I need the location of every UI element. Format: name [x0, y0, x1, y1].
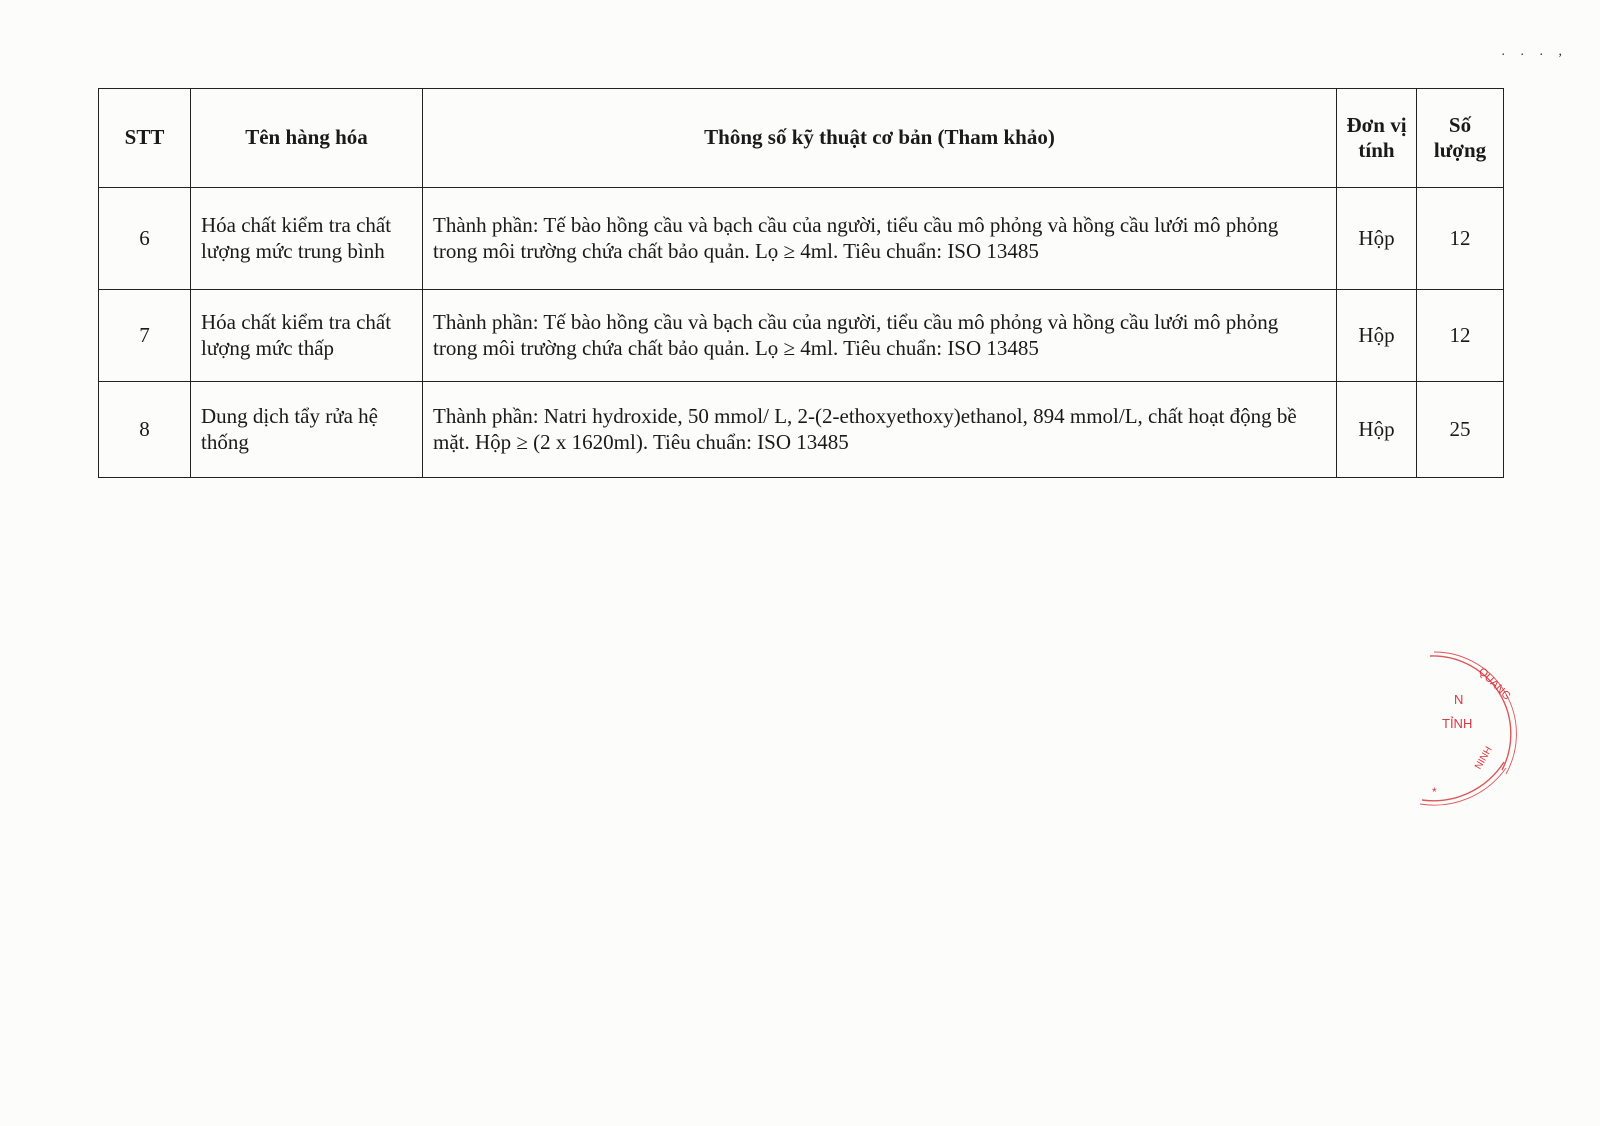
cell-unit: Hộp — [1337, 188, 1417, 290]
seal-star: * — [1432, 785, 1437, 799]
seal-text-mid1: N — [1454, 692, 1464, 707]
specification-table — [98, 88, 1504, 478]
header-unit: Đơn vị tính — [1337, 89, 1417, 188]
header-product-name: Tên hàng hóa — [191, 89, 423, 188]
cell-product-name: Hóa chất kiểm tra chất lượng mức thấp — [191, 290, 423, 382]
cell-quantity: 25 — [1417, 382, 1504, 478]
corner-marks: . . . , — [1501, 44, 1568, 59]
cell-product-name: Dung dịch tẩy rửa hệ thống — [191, 382, 423, 478]
red-stamp-seal — [1420, 650, 1550, 810]
table-row — [99, 290, 1504, 382]
cell-unit: Hộp — [1337, 382, 1417, 478]
seal-text-side: NINH — [1473, 744, 1495, 772]
cell-stt: 6 — [99, 188, 191, 290]
seal-text-top: QUANG — [1475, 665, 1513, 703]
cell-specification: Thành phần: Tế bào hồng cầu và bạch cầu của người, tiểu cầu mô phỏng và hồng cầu lưới mô phỏng trong môi trường chứa chất bảo quản. Lọ ≥ 4ml. Tiêu chuẩn: ISO 13485 — [423, 290, 1337, 382]
header-stt: STT — [99, 89, 191, 188]
header-quantity: Số lượng — [1417, 89, 1504, 188]
cell-unit: Hộp — [1337, 290, 1417, 382]
table-row — [99, 382, 1504, 478]
seal-text-mid2: TỈNH — [1442, 716, 1473, 731]
cell-stt: 8 — [99, 382, 191, 478]
cell-specification: Thành phần: Tế bào hồng cầu và bạch cầu của người, tiểu cầu mô phỏng và hồng cầu lưới mô phỏng trong môi trường chứa chất bảo quản. Lọ ≥ 4ml. Tiêu chuẩn: ISO 13485 — [423, 188, 1337, 290]
table-row — [99, 188, 1504, 290]
cell-stt: 7 — [99, 290, 191, 382]
cell-quantity: 12 — [1417, 188, 1504, 290]
cell-product-name: Hóa chất kiểm tra chất lượng mức trung bình — [191, 188, 423, 290]
header-specification: Thông số kỹ thuật cơ bản (Tham khảo) — [423, 89, 1337, 188]
table-header-row — [99, 89, 1504, 188]
cell-specification: Thành phần: Natri hydroxide, 50 mmol/ L, 2-(2-ethoxyethoxy)ethanol, 894 mmol/L, chất hoạt động bề mặt. Hộp ≥ (2 x 1620ml). Tiêu chuẩn: ISO 13485 — [423, 382, 1337, 478]
cell-quantity: 12 — [1417, 290, 1504, 382]
